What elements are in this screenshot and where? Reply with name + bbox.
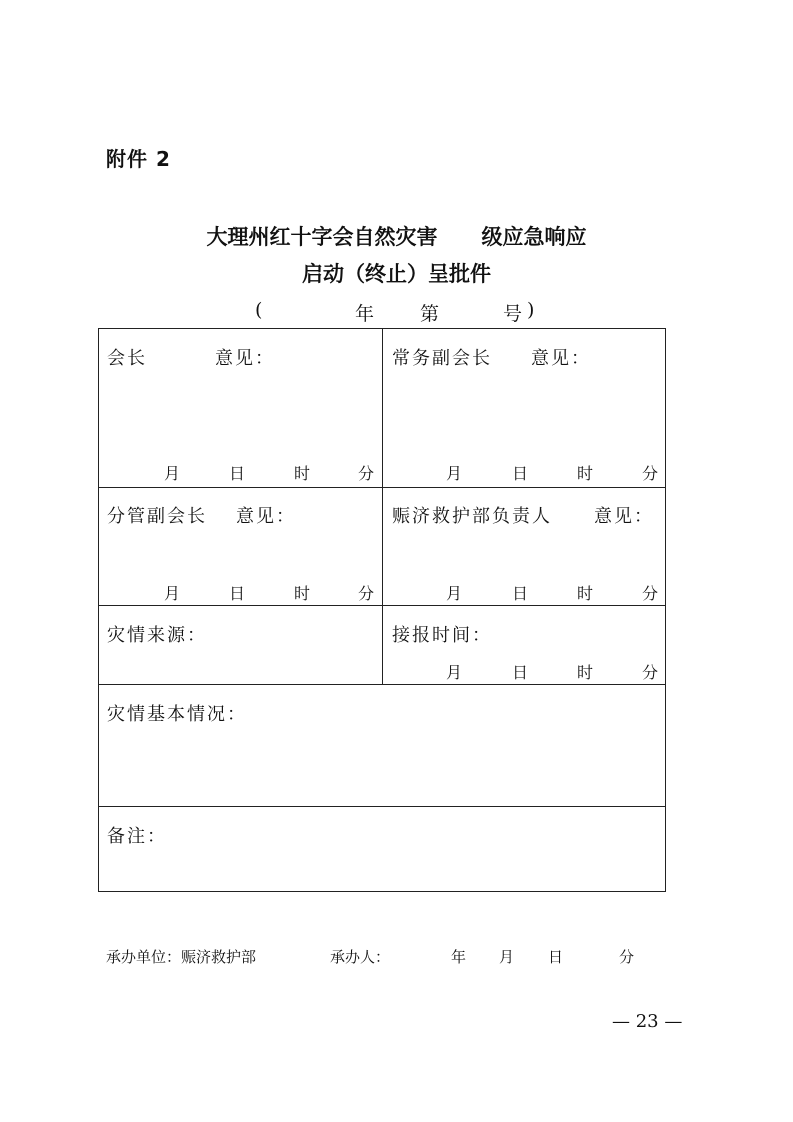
president-minute: 分 <box>358 464 375 483</box>
president-month: 月 <box>164 464 181 483</box>
number-open-paren: ( <box>255 299 263 321</box>
exec-vp-month: 月 <box>446 464 463 483</box>
column-divider <box>382 329 383 684</box>
footer-unit: 承办单位：赈济救护部 <box>106 948 257 966</box>
relief-head-hour: 时 <box>577 584 594 603</box>
report-time-label: 接报时间： <box>392 625 492 646</box>
vp-in-charge-month: 月 <box>164 584 181 603</box>
relief-head-label: 赈济救护部负责人 <box>392 506 552 527</box>
exec-vp-hour: 时 <box>577 464 594 483</box>
footer-day: 日 <box>548 948 564 966</box>
footer-month: 月 <box>499 948 515 966</box>
vp-in-charge-opinion-label: 意见： <box>236 506 296 527</box>
number-seq-label: 第 <box>420 303 440 325</box>
remarks-label: 备注： <box>107 826 167 847</box>
disaster-source-label: 灾情来源： <box>107 625 207 646</box>
exec-vp-day: 日 <box>512 464 529 483</box>
footer-handler: 承办人： <box>330 948 391 966</box>
report-minute: 分 <box>642 663 659 682</box>
number-close-paren: ) <box>527 299 535 321</box>
president-opinion-label: 意见： <box>215 348 275 369</box>
vp-in-charge-hour: 时 <box>294 584 311 603</box>
exec-vp-label: 常务副会长 <box>392 348 492 369</box>
report-day: 日 <box>512 663 529 682</box>
vp-in-charge-day: 日 <box>229 584 246 603</box>
exec-vp-minute: 分 <box>642 464 659 483</box>
attachment-label: 附件 2 <box>106 147 171 171</box>
relief-head-minute: 分 <box>642 584 659 603</box>
title-part-b: 级应急响应 <box>481 224 587 249</box>
title-part-a: 大理州红十字会自然灾害 <box>206 224 438 249</box>
vp-in-charge-label: 分管副会长 <box>107 506 207 527</box>
row-divider <box>99 806 665 807</box>
row-divider <box>99 684 665 685</box>
document-title-line1 <box>0 221 793 251</box>
relief-head-opinion-label: 意见： <box>594 506 654 527</box>
footer-minute: 分 <box>619 948 635 966</box>
report-month: 月 <box>446 663 463 682</box>
number-num-label: 号 <box>503 303 523 325</box>
relief-head-day: 日 <box>512 584 529 603</box>
vp-in-charge-minute: 分 <box>358 584 375 603</box>
document-title-line2: 启动（终止）呈批件 <box>302 261 491 286</box>
president-label: 会长 <box>107 348 147 369</box>
approval-form-table <box>98 328 666 892</box>
page-number: — 23 — <box>612 1011 683 1032</box>
number-year-label: 年 <box>355 303 375 325</box>
footer-year: 年 <box>451 948 467 966</box>
president-hour: 时 <box>294 464 311 483</box>
report-hour: 时 <box>577 663 594 682</box>
relief-head-month: 月 <box>446 584 463 603</box>
disaster-overview-label: 灾情基本情况： <box>107 704 247 725</box>
exec-vp-opinion-label: 意见： <box>531 348 591 369</box>
president-day: 日 <box>229 464 246 483</box>
